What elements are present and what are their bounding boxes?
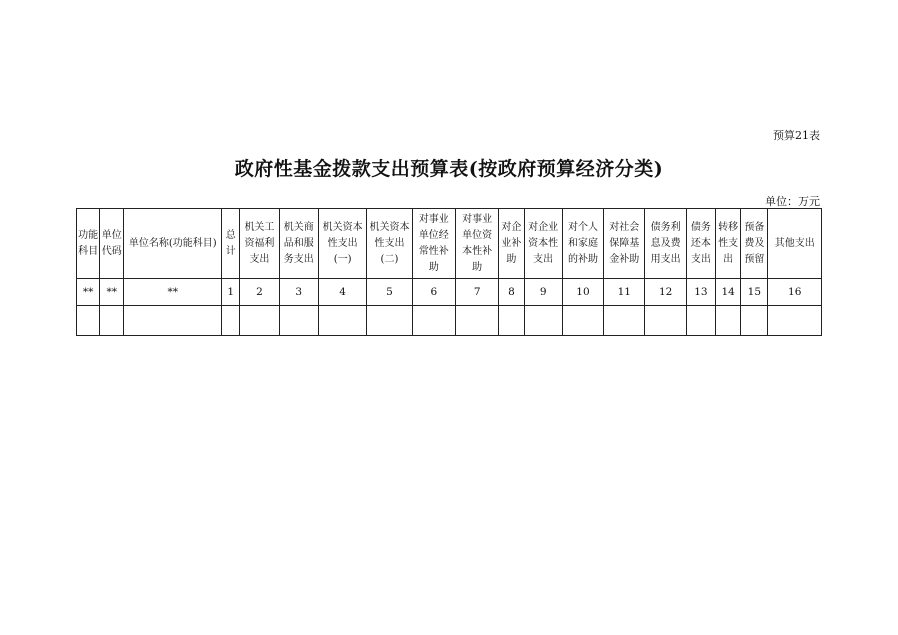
header-cell-line: 务支出 <box>283 253 314 265</box>
table-cell <box>240 306 279 336</box>
header-cell-line: 机关工 <box>244 221 275 233</box>
header-cell <box>318 209 366 279</box>
index-cell: 13 <box>686 279 715 306</box>
header-cell-line: 科目 <box>78 245 99 257</box>
index-cell: 14 <box>716 279 741 306</box>
table-cell <box>716 306 741 336</box>
table-cell <box>100 306 124 336</box>
header-cell-line: 出 <box>723 253 734 265</box>
header-cell <box>741 209 768 279</box>
header-cell-line: 的补助 <box>567 253 598 265</box>
header-cell-line: 机关资本 <box>322 221 363 233</box>
table-cell <box>768 306 822 336</box>
header-cell-line: (二) <box>380 253 399 265</box>
index-cell: ** <box>77 279 100 306</box>
header-cell-line: 助 <box>472 261 483 273</box>
table-cell <box>222 306 240 336</box>
header-cell-line: 功能 <box>78 229 99 241</box>
header-cell <box>240 209 279 279</box>
header-cell-line: 债务利 <box>650 221 681 233</box>
header-cell-line: 息及费 <box>650 237 681 249</box>
header-cell-line: 计 <box>225 245 236 257</box>
header-cell <box>686 209 715 279</box>
index-cell: 12 <box>645 279 686 306</box>
table-cell <box>367 306 412 336</box>
header-cell-line: 保障基 <box>609 237 640 249</box>
index-cell: ** <box>124 279 222 306</box>
header-cell-line: 费及 <box>744 237 765 249</box>
header-cell <box>455 209 498 279</box>
table-cell <box>686 306 715 336</box>
header-row <box>77 209 822 279</box>
header-cell-line: 机关商 <box>283 221 314 233</box>
header-cell <box>279 209 318 279</box>
blank-row <box>77 306 822 336</box>
header-cell-line: 机关资本 <box>369 221 410 233</box>
table-cell <box>524 306 562 336</box>
header-cell-line: 单位 <box>101 229 122 241</box>
header-cell <box>562 209 603 279</box>
header-cell-line: 还本 <box>690 237 711 249</box>
header-cell-line: 助 <box>428 261 439 273</box>
table-cell <box>318 306 366 336</box>
header-cell <box>524 209 562 279</box>
index-cell: 15 <box>741 279 768 306</box>
header-cell-line: 单位经 <box>418 229 449 241</box>
index-cell: 16 <box>768 279 822 306</box>
header-cell-line: 性支 <box>718 237 739 249</box>
budget-table <box>76 208 822 336</box>
table-cell <box>604 306 645 336</box>
header-cell-line: 助 <box>506 253 517 265</box>
index-cell: 6 <box>412 279 455 306</box>
header-cell-line: 对事业 <box>418 213 449 225</box>
header-cell <box>77 209 100 279</box>
index-cell: 2 <box>240 279 279 306</box>
header-cell-line: 对社会 <box>609 221 640 233</box>
header-cell <box>367 209 412 279</box>
index-cell: 4 <box>318 279 366 306</box>
header-cell-line: 本性补 <box>462 245 493 257</box>
header-cell-line: 支出 <box>249 253 270 265</box>
table-cell <box>412 306 455 336</box>
table-cell <box>455 306 498 336</box>
header-cell <box>604 209 645 279</box>
header-cell-line: 预留 <box>744 253 765 265</box>
header-cell-line: 对企业 <box>528 221 559 233</box>
header-cell-line: 债务 <box>690 221 711 233</box>
header-cell-line: 总 <box>225 229 236 241</box>
header-cell-line: 资福利 <box>244 237 275 249</box>
form-number: 预算21表 <box>773 129 820 142</box>
header-cell-line: 常性补 <box>418 245 449 257</box>
header-cell-line: 转移 <box>718 221 739 233</box>
index-cell: 1 <box>222 279 240 306</box>
index-cell: 3 <box>279 279 318 306</box>
index-cell: 8 <box>499 279 524 306</box>
header-cell <box>499 209 524 279</box>
page-title: 政府性基金拨款支出预算表(按政府预算经济分类) <box>234 158 664 180</box>
header-cell-line: 对企 <box>501 221 522 233</box>
header-cell-line: 其他支出 <box>774 237 815 249</box>
header-cell-line: (一) <box>333 253 352 265</box>
index-cell: 11 <box>604 279 645 306</box>
header-cell-line: 品和服 <box>283 237 314 249</box>
header-cell-line: 和家庭 <box>567 237 598 249</box>
header-cell-line: 支出 <box>690 253 711 265</box>
header-cell-line: 用支出 <box>650 253 681 265</box>
header-cell-line: 单位名称(功能科目) <box>128 237 217 249</box>
header-cell <box>645 209 686 279</box>
header-cell-line: 对个人 <box>567 221 598 233</box>
header-cell-line: 性支出 <box>327 237 358 249</box>
index-cell: 9 <box>524 279 562 306</box>
header-cell <box>222 209 240 279</box>
header-cell-line: 性支出 <box>374 237 405 249</box>
header-cell-line: 预备 <box>744 221 765 233</box>
table-cell <box>562 306 603 336</box>
header-cell-line: 业补 <box>501 237 522 249</box>
header-cell-line: 金补助 <box>609 253 640 265</box>
table-cell <box>279 306 318 336</box>
table-cell <box>741 306 768 336</box>
header-cell-line: 支出 <box>533 253 554 265</box>
header-cell-line: 代码 <box>101 245 122 257</box>
header-cell <box>412 209 455 279</box>
header-cell <box>124 209 222 279</box>
unit-label: 单位：万元 <box>765 195 820 208</box>
index-cell: 5 <box>367 279 412 306</box>
table-cell <box>124 306 222 336</box>
index-cell: ** <box>100 279 124 306</box>
table-cell <box>77 306 100 336</box>
header-cell-line: 资本性 <box>528 237 559 249</box>
header-cell-line: 单位资 <box>462 229 493 241</box>
header-cell <box>100 209 124 279</box>
index-cell: 10 <box>562 279 603 306</box>
header-cell-line: 对事业 <box>462 213 493 225</box>
index-row <box>77 279 822 306</box>
index-cell: 7 <box>455 279 498 306</box>
table-cell <box>499 306 524 336</box>
header-cell <box>716 209 741 279</box>
header-cell <box>768 209 822 279</box>
table-cell <box>645 306 686 336</box>
